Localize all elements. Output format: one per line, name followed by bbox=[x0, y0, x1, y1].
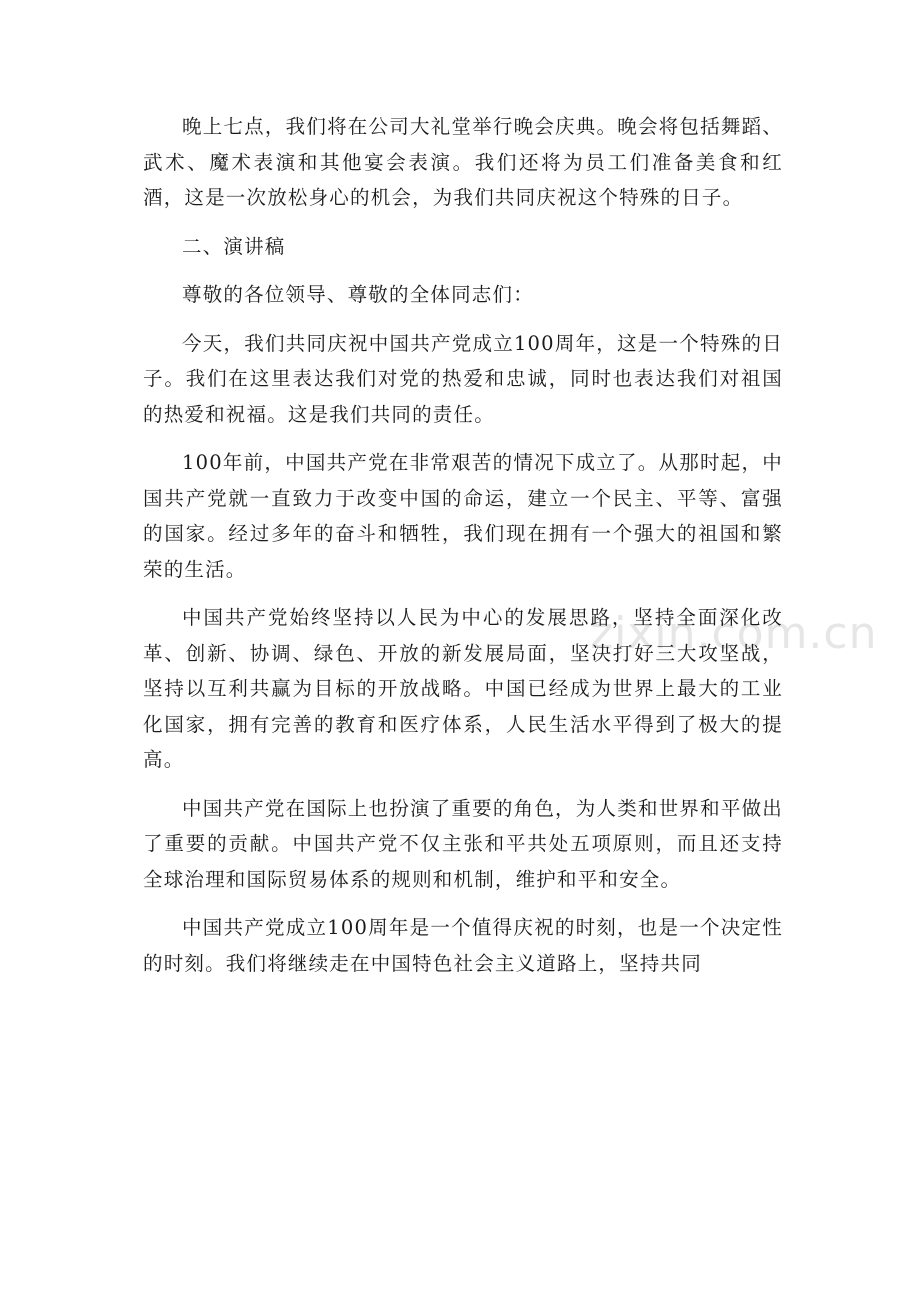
section-heading-speech: 二、演讲稿 bbox=[182, 234, 286, 258]
paragraph-100-years-ago: 100年前，中国共产党在非常艰苦的情况下成立了。从那时起，中国共产党就一直致力于改变中国的命运，建立一个民主、平等、富强的国家。经过多年的奋斗和牺牲，我们现在拥有一个强大的祖国和繁荣的生活。 bbox=[143, 451, 783, 581]
paragraph-development: 中国共产党始终坚持以人民为中心的发展思路，坚持全面深化改革、创新、协调、绿色、开放的新发展局面，坚决打好三大攻坚战，坚持以互利共赢为目标的开放战略。中国已经成为世界上最大的工业化国家，拥有完善的教育和医疗体系，人民生活水平得到了极大的提高。 bbox=[143, 606, 783, 771]
document-body bbox=[143, 109, 783, 981]
watermark-text: zixin.com.cn bbox=[590, 608, 878, 659]
paragraph-international: 中国共产党在国际上也扮演了重要的角色，为人类和世界和平做出了重要的贡献。中国共产党不仅主张和平共处五项原则，而且还支持全球治理和国际贸易体系的规则和机制，维护和平和安全。 bbox=[143, 796, 783, 891]
paragraph-centenary: 中国共产党成立100周年是一个值得庆祝的时刻，也是一个决定性的时刻。我们将继续走在中国特色社会主义道路上，坚持共同 bbox=[143, 916, 783, 975]
paragraph-salutation: 尊敬的各位领导、尊敬的全体同志们： bbox=[182, 283, 534, 306]
paragraph-today: 今天，我们共同庆祝中国共产党成立100周年，这是一个特殊的日子。我们在这里表达我们对党的热爱和忠诚，同时也表达我们对祖国的热爱和祝福。这是我们共同的责任。 bbox=[143, 331, 783, 426]
paragraph-evening-gala: 晚上七点，我们将在公司大礼堂举行晚会庆典。晚会将包括舞蹈、武术、魔术表演和其他宴会表演。我们还将为员工们准备美食和红酒，这是一次放松身心的机会，为我们共同庆祝这个特殊的日子。 bbox=[143, 115, 783, 209]
